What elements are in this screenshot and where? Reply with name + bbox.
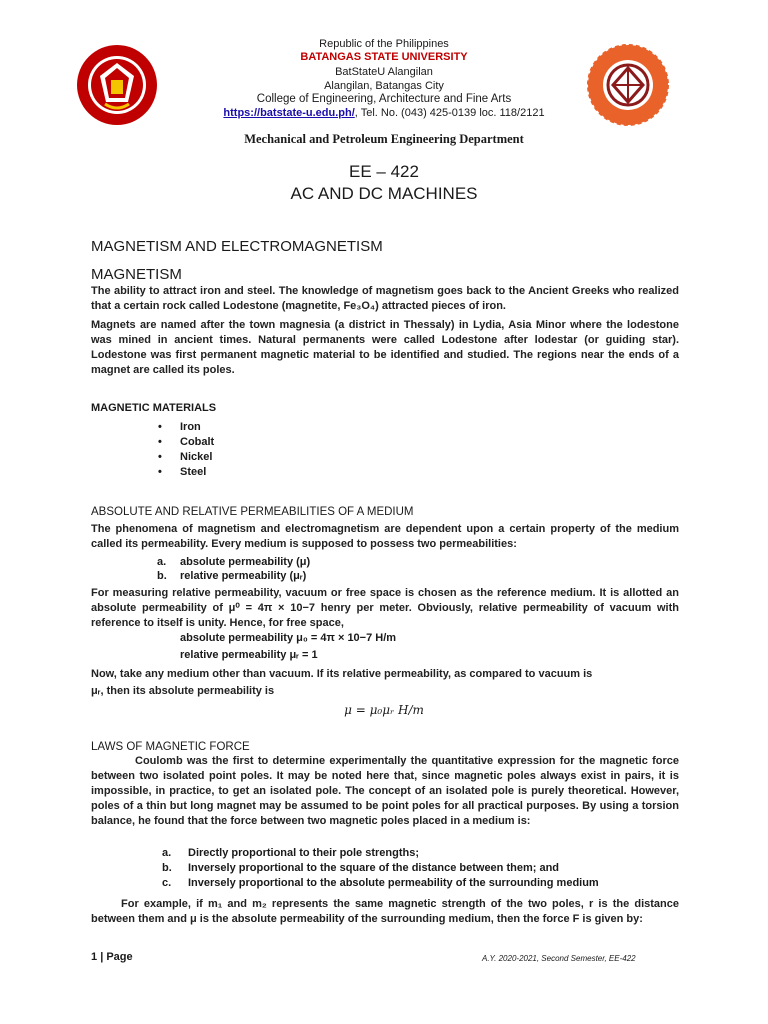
magnets-paragraph: Magnets are named after the town magnesia (a district in Thessaly) in Lydia, Asia Minor where the lodestone was mined in ancient times. Natural permanents were called Lodestone after lodestar (or guiding star). Lodestone was first permanent magnetic material to be identified and studied. The regions near the ends of a magnet are called its poles. [91,319,679,376]
example-paragraph: For example, if m₁ and m₂ represents the same magnetic strength of the two poles, r is the distance between them and μ is the absolute permeability of the surrounding medium, then the force F is given by: [91,898,679,925]
equation-absolute: absolute permeability μ₀ = 4π × 10−7 H/m [180,632,397,644]
intro-paragraph: The ability to attract iron and steel. The knowledge of magnetism goes back to the Ancient Greeks who realized that a certain rock called Lodestone (magnetite, Fe₃O₄) attracted pieces of iron. [91,285,679,312]
permeability-formula: μ = μ₀μᵣ H/m [344,703,424,717]
law-item-marker: a. [162,847,172,859]
law-item-marker: c. [162,877,172,889]
medium-paragraph-cont: μᵣ, then its absolute permeability is [91,685,275,697]
law-item-text: Directly proportional to their pole strengths; [188,847,420,859]
law-item-text: Inversely proportional to the absolute permeability of the surrounding medium [188,877,599,889]
course-title: AC AND DC MACHINES [290,184,478,203]
page-number: 1 [91,951,98,963]
material-item: • Iron [158,421,201,433]
university-name: BATANGAS STATE UNIVERSITY [300,51,468,63]
law-item-marker: b. [162,862,172,874]
perm-item-marker: b. [157,570,167,582]
perm-item-text: relative permeability (μᵣ) [180,570,307,582]
address: Alangilan, Batangas City [324,80,444,92]
telephone-text: , Tel. No. (043) 425-0139 loc. 118/2121 [354,107,545,119]
medium-paragraph: Now, take any medium other than vacuum. If its relative permeability, as compared to vacuum is [91,668,593,680]
perm-item-text: absolute permeability (μ) [180,556,311,568]
contact-line [0,106,768,120]
perm-item-marker: a. [157,556,167,568]
magnetic-materials-heading: MAGNETIC MATERIALS [91,402,217,414]
laws-heading: LAWS OF MAGNETIC FORCE [91,741,250,753]
page-label: Page [106,951,133,963]
material-item: • Steel [158,466,207,478]
college-name: College of Engineering, Architecture and Fine Arts [256,93,512,105]
coulomb-paragraph: Coulomb was the first to determine experimentally the quantitative expression for the magnetic force between two isolated point poles. It may be noted here that, since magnetic poles always exist in pairs, it is impossible, in practice, to get an isolated pole. The concept of an isolated pole is purely theoretical. However, poles of a thin but long magnet may be assumed to be point poles for all practical purposes. By using a torsion balance, he found that the force between two magnetic poles placed in a medium is: [91,755,679,827]
course-code: EE – 422 [349,162,419,181]
campus-name: BatStateU Alangilan [335,66,433,78]
material-item: • Cobalt [158,436,215,448]
page-footer: 1 | Page [91,951,133,963]
footer-semester: A.Y. 2020-2021, Second Semester, EE-422 [482,954,636,963]
section-heading-main: MAGNETISM AND ELECTROMAGNETISM [91,238,383,255]
law-item-text: Inversely proportional to the square of the distance between them; and [188,862,560,874]
equation-relative: relative permeability μᵣ = 1 [180,649,318,661]
material-item: • Nickel [158,451,213,463]
permeability-paragraph: The phenomena of magnetism and electromagnetism are dependent upon a certain property of the medium called its permeability. Every medium is supposed to possess two permeabilities: [91,523,679,550]
permeability-heading: ABSOLUTE AND RELATIVE PERMEABILITIES OF A MEDIUM [91,506,414,518]
university-link[interactable]: https://batstate-u.edu.ph/ [223,107,355,119]
section-heading-magnetism: MAGNETISM [91,266,182,283]
republic-line: Republic of the Philippines [319,38,449,50]
reference-paragraph: For measuring relative permeability, vacuum or free space is chosen as the reference medium. It is allotted an absolute permeability of μ⁰ = 4π × 10−7 henry per meter. Obviously, relative permeability of vacuum with reference to itself is unity. Hence, for free space, [91,587,679,629]
department-title: Mechanical and Petroleum Engineering Department [244,132,524,146]
